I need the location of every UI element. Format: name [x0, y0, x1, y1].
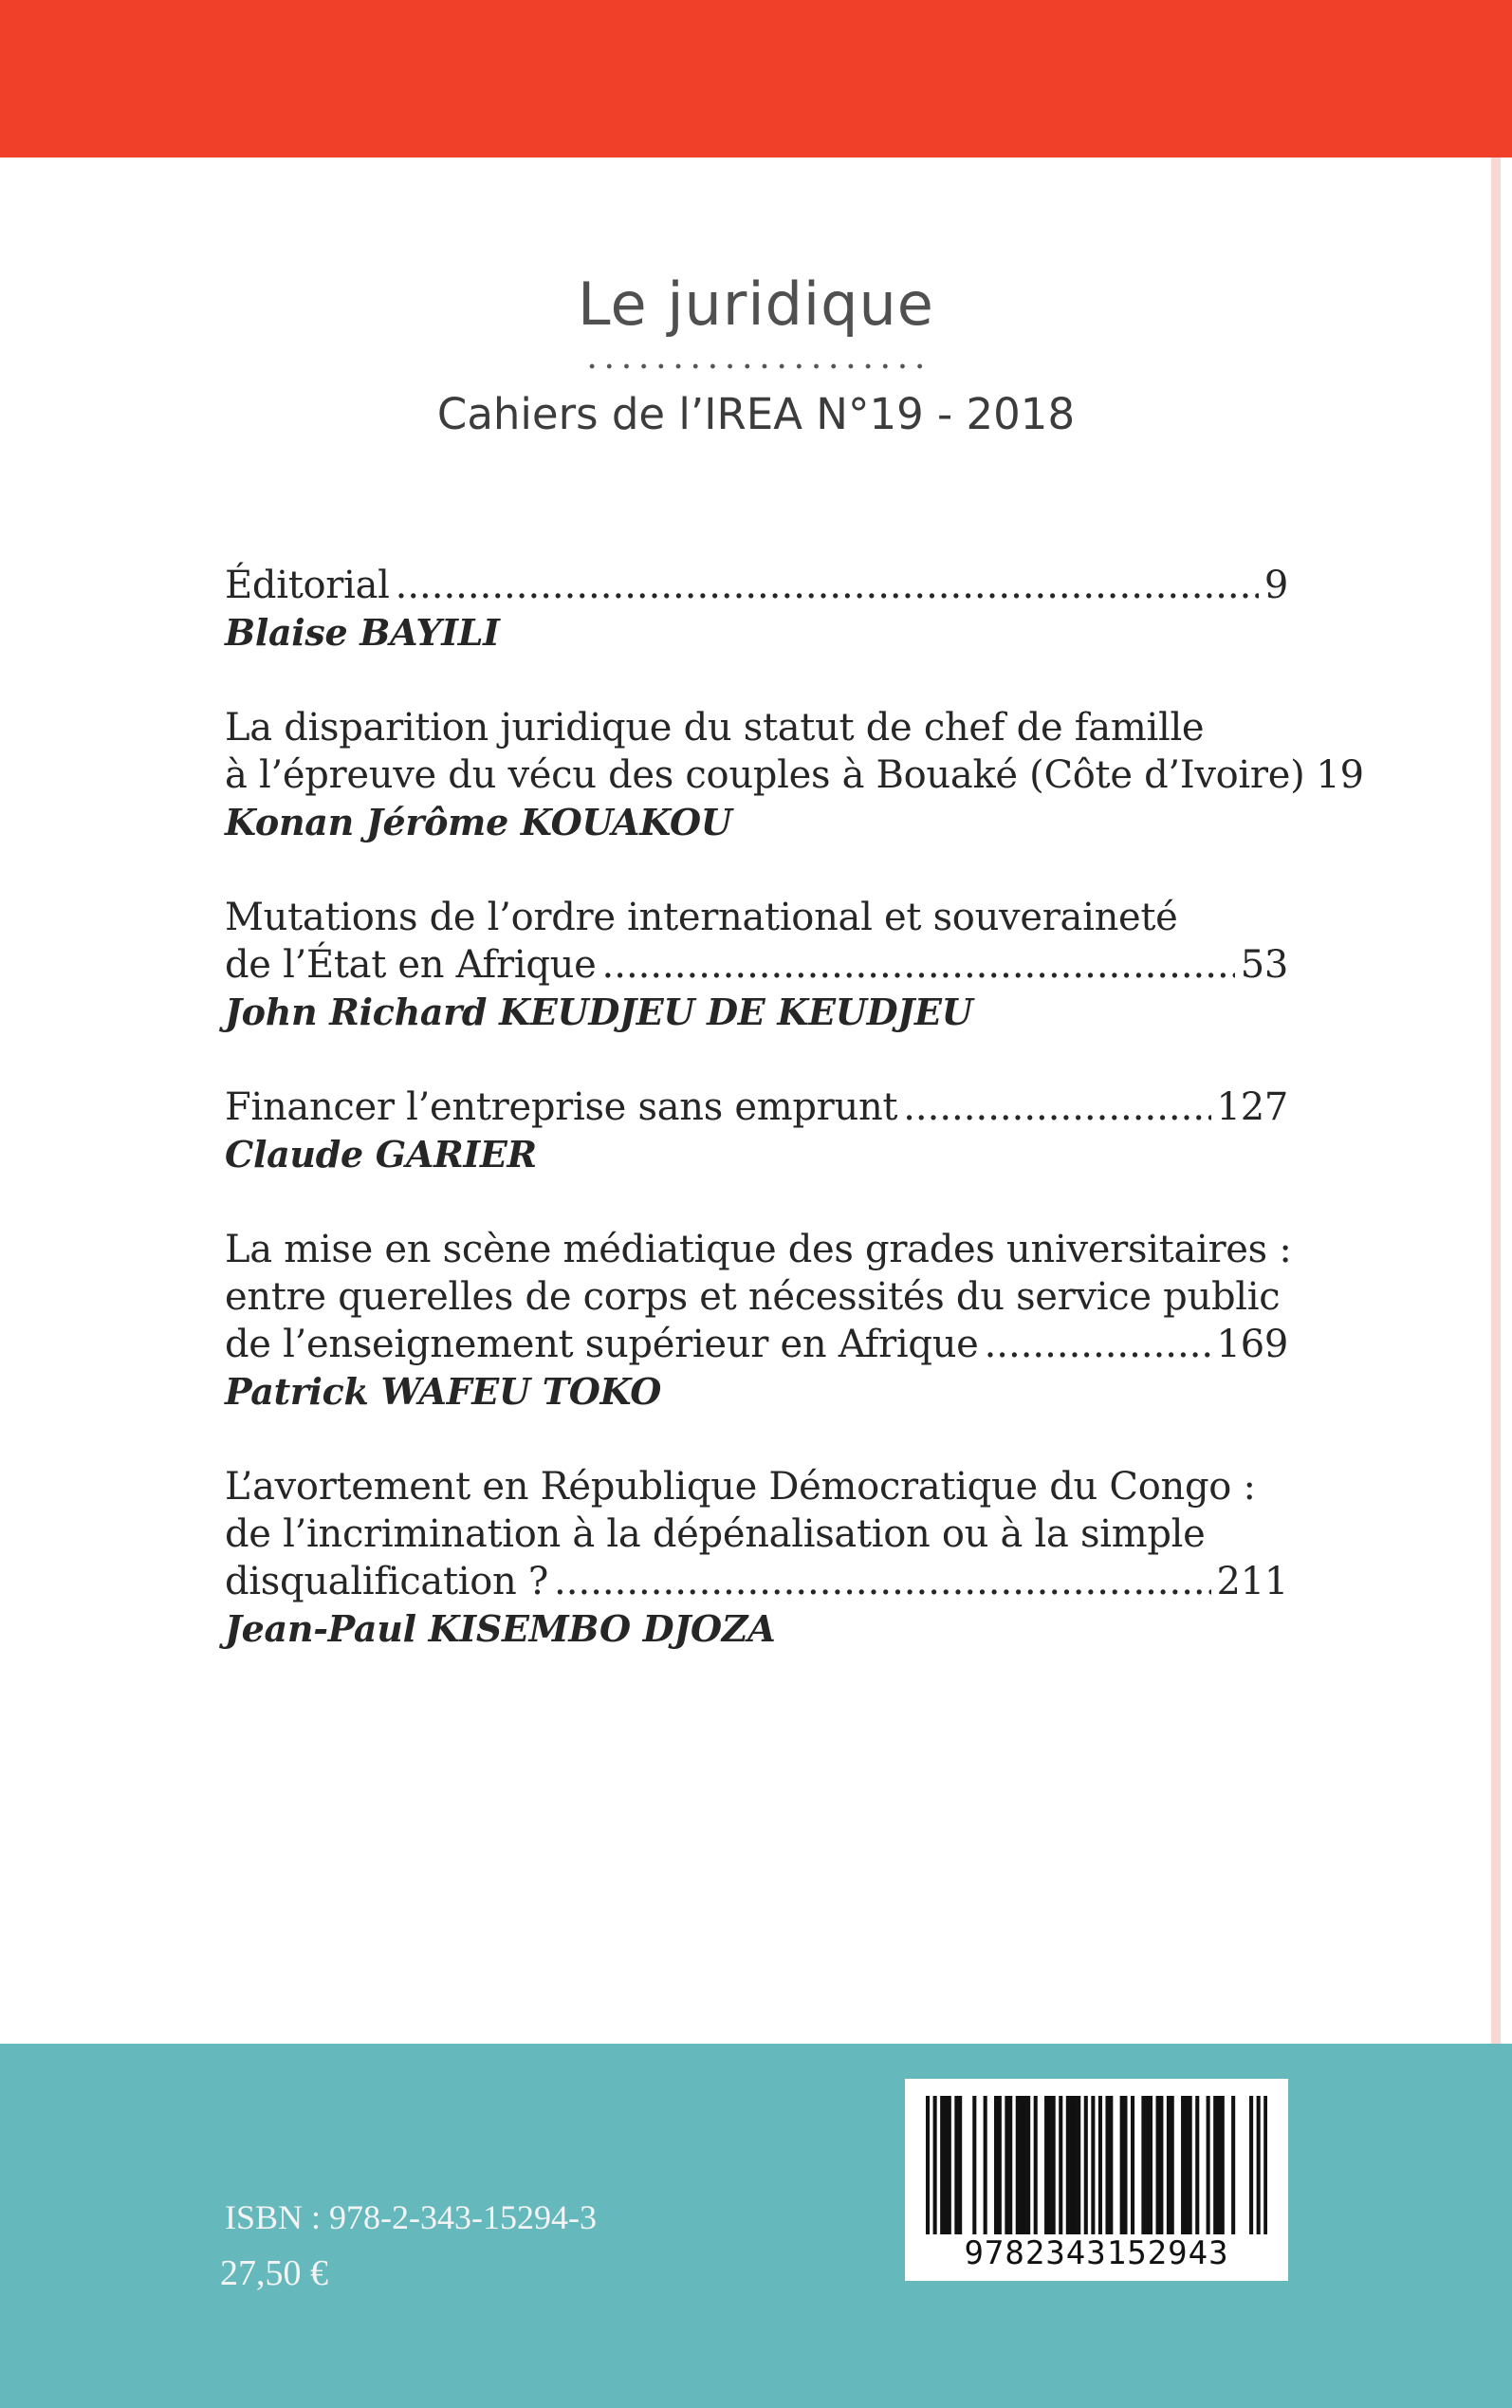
table-of-contents: [225, 562, 1364, 1700]
barcode-bar: [1171, 2096, 1174, 2234]
barcode-bar: [1073, 2096, 1077, 2234]
toc-entry-title-line: [225, 1084, 1288, 1131]
barcode-bar: [1263, 2096, 1267, 2234]
toc-page-number: 53: [1240, 943, 1288, 987]
cover-subtitle: Cahiers de l’IREA N°19 - 2018: [436, 389, 1076, 439]
barcode-bar: [1156, 2096, 1160, 2234]
barcode: [905, 2079, 1288, 2281]
toc-entry-title-line: [225, 1558, 1288, 1605]
barcode-bar: [1207, 2096, 1210, 2234]
toc-entry-title: de l’État en Afrique: [225, 943, 597, 987]
toc-dot-leader: [554, 1558, 1211, 1605]
toc-page-number: 211: [1216, 1560, 1288, 1603]
barcode-bar: [1159, 2096, 1163, 2234]
barcode-bar: [1020, 2096, 1023, 2234]
toc-author: Claude GARIER: [225, 1133, 537, 1176]
barcode-bar: [1189, 2096, 1192, 2234]
barcode-bar: [1105, 2096, 1109, 2234]
toc-entry-title: à l’épreuve du vécu des couples à Bouaké (Côte d’Ivoire): [225, 753, 1305, 797]
barcode-bar: [948, 2096, 951, 2234]
price-text: 27,50 €: [220, 2253, 328, 2293]
toc-page-number: 9: [1263, 564, 1288, 607]
toc-dot-leader: [903, 1084, 1210, 1131]
barcode-bars-icon: [926, 2096, 1267, 2238]
toc-entry-title: de l’incrimination à la dépénalisation ou à la simple: [225, 1512, 1206, 1556]
toc-author: John Richard KEUDJEU DE KEUDJEU: [225, 991, 973, 1033]
barcode-bar: [1077, 2096, 1080, 2234]
toc-entry-title: La mise en scène médiatique des grades universitaires :: [225, 1228, 1292, 1271]
toc-dot-leader: [602, 941, 1235, 989]
barcode-bar: [958, 2096, 962, 2234]
barcode-bar: [1123, 2096, 1127, 2234]
barcode-bar: [1217, 2096, 1221, 2234]
toc-entry: [225, 562, 1288, 657]
barcode-bar: [1249, 2096, 1253, 2234]
toc-entry-title: Mutations de l’ordre international et souveraineté: [225, 896, 1178, 939]
barcode-bar: [926, 2096, 930, 2234]
title-dotted-divider: [583, 362, 929, 370]
barcode-bar: [1070, 2096, 1074, 2234]
barcode-bar: [1221, 2096, 1225, 2234]
toc-entry-title: Financer l’entreprise sans emprunt: [225, 1085, 898, 1129]
toc-entry: [225, 1463, 1288, 1653]
barcode-bar: [1008, 2096, 1012, 2234]
toc-entry-title: L’avortement en République Démocratique du Congo :: [225, 1465, 1256, 1509]
toc-page-number: 19: [1316, 753, 1364, 797]
toc-entry: [225, 1084, 1288, 1178]
barcode-bar: [1091, 2096, 1095, 2234]
barcode-bar: [1181, 2096, 1185, 2234]
barcode-bar: [1066, 2096, 1070, 2234]
toc-dot-leader: [985, 1321, 1211, 1368]
toc-entry-title: disqualification ?: [225, 1560, 549, 1603]
toc-entry-title: La disparition juridique du statut de chef de famille: [225, 706, 1205, 750]
barcode-bar: [1044, 2096, 1048, 2234]
barcode-bar: [1052, 2096, 1056, 2234]
barcode-bar: [1109, 2096, 1113, 2234]
barcode-bar: [984, 2096, 987, 2234]
barcode-digits: 9782343152943: [964, 2234, 1229, 2272]
page-edge-strip: [1491, 157, 1501, 2055]
barcode-bar: [1005, 2096, 1008, 2234]
barcode-bar: [1185, 2096, 1189, 2234]
toc-entry-title-line: [225, 562, 1288, 609]
toc-author: Jean-Paul KISEMBO DJOZA: [225, 1607, 776, 1650]
barcode-bar: [1145, 2096, 1149, 2234]
barcode-bar: [1213, 2096, 1217, 2234]
barcode-bar: [1195, 2096, 1199, 2234]
cover-title: Le juridique: [578, 269, 934, 339]
barcode-bar: [1149, 2096, 1152, 2234]
barcode-bar: [954, 2096, 958, 2234]
barcode-bar: [1167, 2096, 1171, 2234]
toc-entry: [225, 894, 1288, 1036]
barcode-bar: [1034, 2096, 1038, 2234]
isbn-text: ISBN : 978-2-343-15294-3: [225, 2198, 597, 2236]
toc-entry-title: entre querelles de corps et nécessités du service public: [225, 1275, 1281, 1319]
barcode-bar: [1141, 2096, 1145, 2234]
barcode-bar: [944, 2096, 948, 2234]
barcode-bar: [1026, 2096, 1030, 2234]
barcode-bar: [1120, 2096, 1124, 2234]
barcode-bar: [1098, 2096, 1102, 2234]
toc-page-number: 169: [1216, 1323, 1288, 1366]
toc-dot-leader: [396, 562, 1259, 609]
top-color-band: [0, 0, 1512, 157]
barcode-bar: [1059, 2096, 1062, 2234]
barcode-bar: [933, 2096, 937, 2234]
barcode-bar: [1084, 2096, 1088, 2234]
toc-entry: [225, 704, 1364, 846]
toc-entry-title: Éditorial: [225, 564, 390, 607]
barcode-bar: [1023, 2096, 1026, 2234]
toc-page-number: 127: [1216, 1085, 1288, 1129]
barcode-bar: [1016, 2096, 1020, 2234]
barcode-bar: [1048, 2096, 1052, 2234]
toc-entry-title-line: [225, 1321, 1288, 1368]
toc-entry-title-line: [225, 941, 1288, 989]
toc-entry-title-line: [225, 751, 1364, 799]
toc-author: Blaise BAYILI: [225, 611, 500, 654]
toc-entry-title: de l’enseignement supérieur en Afrique: [225, 1323, 979, 1366]
toc-author: Patrick WAFEU TOKO: [225, 1370, 662, 1413]
barcode-bar: [1231, 2096, 1235, 2234]
barcode-bar: [1257, 2096, 1261, 2234]
barcode-bar: [998, 2096, 1002, 2234]
barcode-bar: [940, 2096, 944, 2234]
toc-author: Konan Jérôme KOUAKOU: [225, 801, 732, 843]
barcode-bar: [972, 2096, 976, 2234]
barcode-bar: [994, 2096, 998, 2234]
toc-entry: [225, 1226, 1292, 1416]
barcode-bar: [1131, 2096, 1134, 2234]
